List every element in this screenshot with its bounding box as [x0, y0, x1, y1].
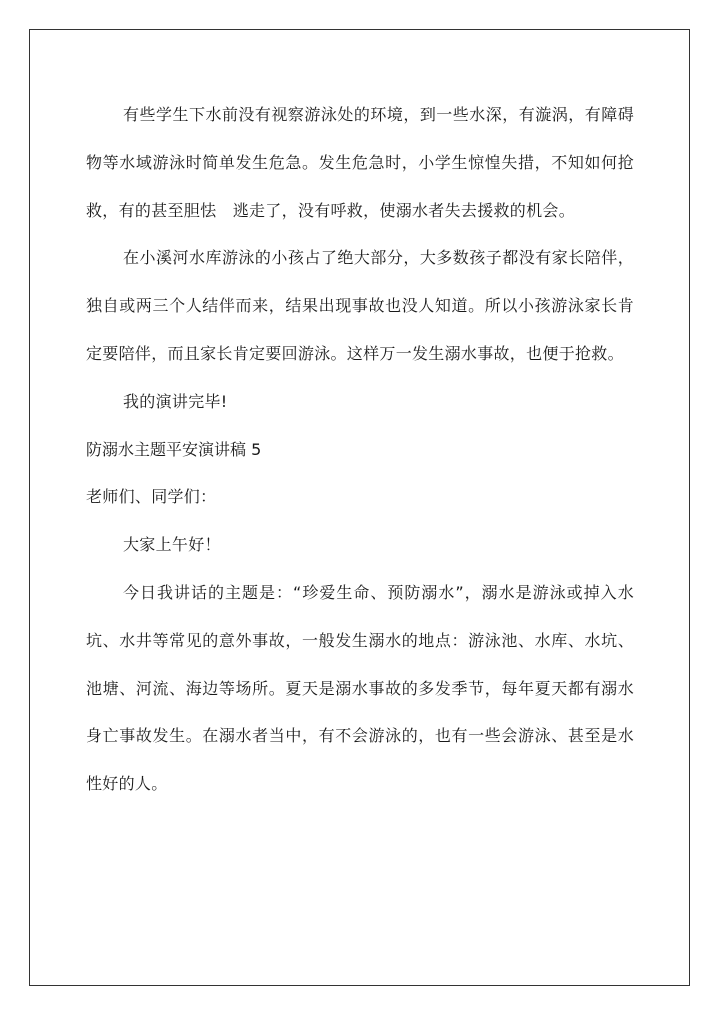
paragraph-safety-environment: 有些学生下水前没有视察游泳处的环境，到一些水深，有漩涡，有障碍物等水域游泳时简单发生危急。发生危急时，小学生惊惶失措，不知如何抢救，有的甚至胆怯 逃走了，没有呼救，使溺水者失去援救的机会。 [86, 105, 634, 220]
paragraph-topic-intro: 今日我讲话的主题是：“珍爱生命、预防溺水”，溺水是游泳或掉入水坑、水井等常见的意外事故，一般发生溺水的地点：游泳池、水库、水坑、池塘、河流、海边等场所。夏天是溺水事故的多发季节，每年夏天都有溺水身亡事故发生。在溺水者当中，有不会游泳的，也有一些会游泳、甚至是水性好的人。 [86, 582, 634, 794]
paragraph-greeting: 大家上午好！ [123, 535, 221, 555]
paragraph-parent-accompany: 在小溪河水库游泳的小孩占了绝大部分，大多数孩子都没有家长陪伴，独自或两三个人结伴而来，结果出现事故也没人知道。所以小孩游泳家长肯定要陪伴，而且家长肯定要回游泳。这样万一发生溺水事故，也便于抢救。 [86, 248, 634, 363]
paragraph-speech-end: 我的演讲完毕! [123, 391, 228, 411]
section-title: 防溺水主题平安演讲稿 5 [86, 439, 262, 459]
paragraph-salutation: 老师们、同学们： [86, 487, 217, 507]
document-body [86, 91, 634, 808]
